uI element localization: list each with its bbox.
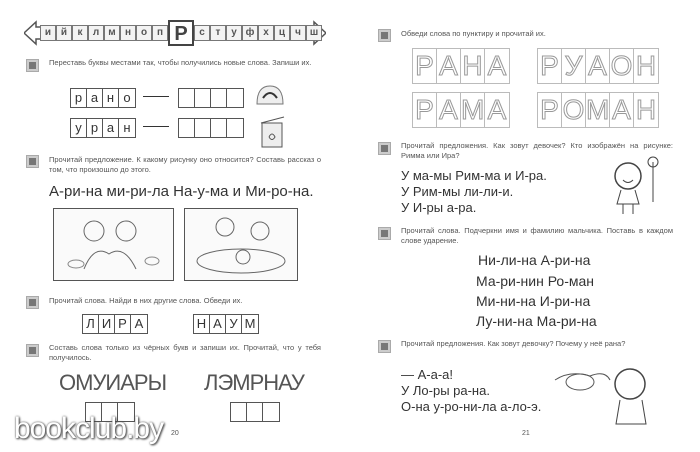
watermark: bookclub.by xyxy=(14,412,164,445)
word-naum: Н А У М xyxy=(193,314,259,334)
task-marker-icon xyxy=(27,156,38,167)
name-line: Ни-ли-на А-ри-на xyxy=(478,252,591,268)
alphabet-letter: ч xyxy=(290,25,306,41)
alphabet-letter: т xyxy=(210,25,226,41)
dotted-word-rana: Р А Н А xyxy=(412,48,510,84)
name-line: Ми-ни-на И-ри-на xyxy=(476,293,591,309)
arrow-icon xyxy=(143,96,169,97)
arrow-icon xyxy=(143,126,169,127)
dotted-word-roman: Р О М А Н xyxy=(537,92,659,128)
trash-bin-picture xyxy=(258,115,288,149)
alphabet-letter: у xyxy=(226,25,242,41)
word-uran: у р а н xyxy=(70,118,136,138)
task-marker-icon xyxy=(27,297,38,308)
rainbow-picture xyxy=(253,82,287,108)
word-lira: Л И Р А xyxy=(82,314,148,334)
alphabet-letter: х xyxy=(258,25,274,41)
task-marker-icon xyxy=(27,345,38,356)
alphabet-letter: и xyxy=(40,25,56,41)
letters-word1: ОМУИАРЫ xyxy=(59,370,167,395)
alphabet-letter: п xyxy=(152,25,168,41)
page-number: 21 xyxy=(522,430,530,437)
task1-instruction: Переставь буквы местами так, чтобы получились новые слова. Запиши их. xyxy=(49,58,312,67)
picture-children-picnic xyxy=(184,208,298,281)
alphabet-letter: й xyxy=(56,25,72,41)
name-line: Ма-ри-нин Ро-ман xyxy=(476,273,595,289)
dotted-word-ruaon: Р У А О Н xyxy=(537,48,659,84)
girl-with-aloe-picture xyxy=(550,362,655,430)
name-line: Лу-ни-на Ма-ри-на xyxy=(476,313,597,329)
answer-boxes[interactable] xyxy=(230,402,280,422)
task-marker-icon xyxy=(27,60,38,71)
word-rano: р а н о xyxy=(70,88,136,108)
task2-line: У И-ры а-ра. xyxy=(401,200,477,215)
task-marker-icon xyxy=(379,143,390,154)
task3-instruction: Прочитай слова. Подчеркни имя и фамилию мальчика. Поставь в каждом слове ударение. xyxy=(401,226,673,245)
task-marker-icon xyxy=(379,30,390,41)
alphabet-letter: ф xyxy=(242,25,258,41)
alphabet-letter: л xyxy=(88,25,104,41)
right-page xyxy=(350,0,700,452)
alphabet-letter: Р xyxy=(168,20,194,46)
page-number: 20 xyxy=(171,430,179,437)
alphabet-letter: н xyxy=(120,25,136,41)
task2-sentence: А-ри-на ми-ри-ла На-у-ма и Ми-ро-на. xyxy=(49,183,314,200)
girl-with-flower-picture xyxy=(603,152,669,218)
task2-instruction: Прочитай предложение. К какому рисунку оно относится? Составь рассказ о том, что произошло до этого. xyxy=(49,155,321,174)
task2-line: У Рим-мы ли-ли-и. xyxy=(401,184,514,199)
alphabet-letter: м xyxy=(104,25,120,41)
task3-instruction: Прочитай слова. Найди в них другие слова. Обведи их. xyxy=(49,296,243,305)
letters-word2: ЛЭМРНАУ xyxy=(204,370,304,395)
dotted-word-rama: Р А М А xyxy=(412,92,510,128)
task1-instruction: Обведи слова по пунктиру и прочитай их. xyxy=(401,29,546,38)
task4-line: — А-а-а! xyxy=(401,367,454,382)
alphabet-letter: к xyxy=(72,25,88,41)
task4-instruction: Составь слова только из чёрных букв и запиши их. Прочитай, что у тебя получилось. xyxy=(49,343,321,362)
alphabet-letter: о xyxy=(136,25,152,41)
answer-boxes[interactable] xyxy=(178,118,244,138)
alphabet-letter: с xyxy=(194,25,210,41)
alphabet-strip xyxy=(40,20,322,46)
task2-instruction: Прочитай предложения. Как зовут девочек? Кто изображён на рисунке: Римма или Ира? xyxy=(401,141,673,160)
task4-line: О-на у-ро-ни-ла а-ло-э. xyxy=(401,399,542,414)
alphabet-letter: ц xyxy=(274,25,290,41)
task4-instruction: Прочитай предложения. Как зовут девочку? Почему у неё рана? xyxy=(401,339,626,348)
task2-line: У ма-мы Рим-ма и И-ра. xyxy=(401,168,547,183)
task-marker-icon xyxy=(379,228,390,239)
alphabet-letter: ш xyxy=(306,25,322,41)
task-marker-icon xyxy=(379,341,390,352)
answer-boxes[interactable] xyxy=(178,88,244,108)
picture-children-fighting xyxy=(53,208,174,281)
task4-line: У Ло-ры ра-на. xyxy=(401,383,490,398)
